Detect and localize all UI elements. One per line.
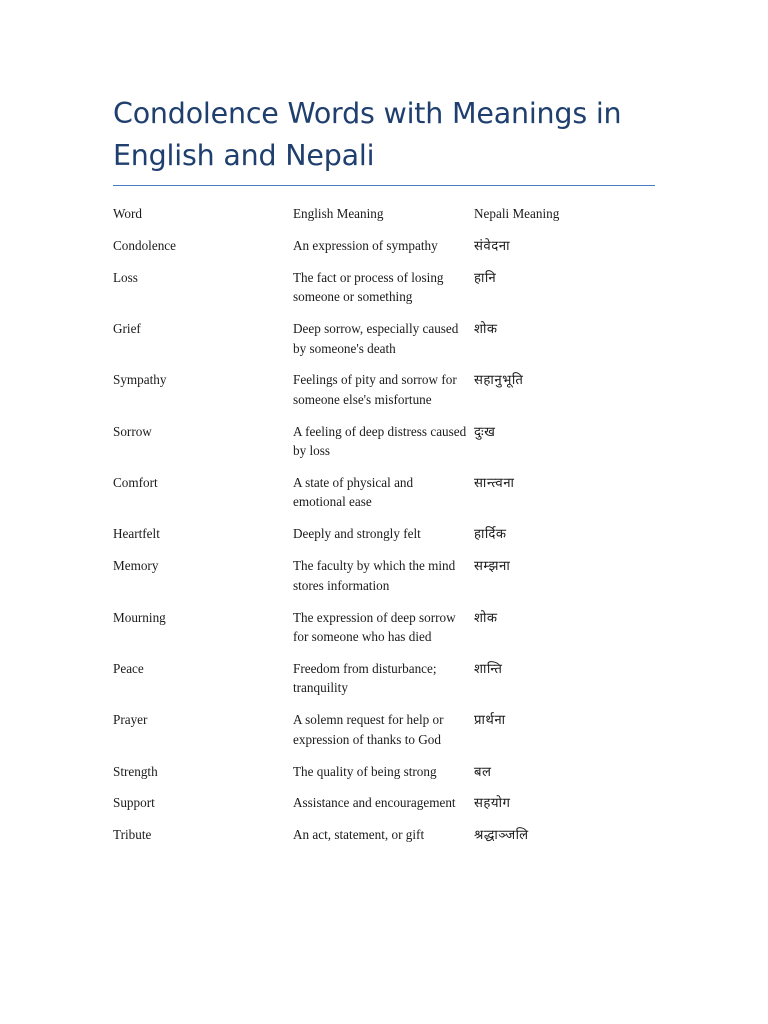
nepali-meaning-cell: सम्झना	[474, 558, 511, 574]
table-row	[113, 422, 655, 473]
nepali-meaning-cell: शोक	[474, 321, 498, 337]
word-cell: Sorrow	[113, 423, 152, 439]
nepali-meaning-cell: श्रद्धाञ्जलि	[474, 827, 529, 843]
table-row	[113, 762, 655, 794]
word-cell: Support	[113, 795, 155, 811]
document-page	[113, 93, 655, 857]
word-cell: Memory	[113, 558, 159, 574]
page-title: Condolence Words with Meanings in English and Nepali	[113, 93, 655, 186]
nepali-meaning-cell: संवेदना	[474, 237, 510, 253]
english-meaning-cell: The fact or process of losing someone or something	[293, 269, 444, 305]
english-meaning-cell: Feelings of pity and sorrow for someone else's misfortune	[293, 372, 457, 407]
table-row	[113, 608, 655, 659]
nepali-meaning-cell: सहयोग	[474, 795, 511, 811]
nepali-meaning-cell: प्रार्थना	[474, 712, 506, 728]
english-meaning-cell: The faculty by which the mind stores information	[293, 558, 456, 593]
table-row	[113, 524, 655, 556]
word-cell: Comfort	[113, 475, 158, 491]
english-meaning-cell: An act, statement, or gift	[293, 827, 425, 843]
table-row	[113, 319, 655, 370]
table-row	[113, 793, 655, 825]
header-word: Word	[113, 206, 142, 221]
table-row	[113, 710, 655, 761]
condolence-words-table	[113, 204, 655, 857]
table-row	[113, 659, 655, 710]
table-header-row	[113, 204, 655, 236]
word-cell: Peace	[113, 660, 144, 676]
english-meaning-cell: The quality of being strong	[293, 763, 437, 779]
table-row	[113, 268, 655, 319]
word-cell: Loss	[113, 269, 138, 285]
header-english-meaning: English Meaning	[293, 206, 384, 221]
word-cell: Prayer	[113, 712, 148, 728]
table-row	[113, 473, 655, 524]
word-cell: Sympathy	[113, 372, 167, 388]
nepali-meaning-cell: हार्दिक	[474, 526, 507, 542]
english-meaning-cell: A state of physical and emotional ease	[293, 475, 414, 510]
word-cell: Heartfelt	[113, 526, 160, 542]
nepali-meaning-cell: सहानुभूति	[474, 372, 524, 388]
nepali-meaning-cell: सान्त्वना	[474, 475, 515, 491]
english-meaning-cell: Deeply and strongly felt	[293, 526, 421, 542]
nepali-meaning-cell: हानि	[474, 269, 497, 285]
english-meaning-cell: Freedom from disturbance; tranquility	[293, 660, 437, 696]
english-meaning-cell: Assistance and encouragement	[293, 795, 456, 811]
table-row	[113, 370, 655, 421]
nepali-meaning-cell: दुःख	[474, 423, 496, 439]
nepali-meaning-cell: शोक	[474, 609, 498, 625]
word-cell: Mourning	[113, 609, 166, 625]
english-meaning-cell: The expression of deep sorrow for someone who has died	[293, 609, 456, 644]
english-meaning-cell: An expression of sympathy	[293, 237, 438, 253]
word-cell: Strength	[113, 763, 158, 779]
word-cell: Tribute	[113, 827, 152, 843]
table-row	[113, 825, 655, 857]
table-row	[113, 236, 655, 268]
table-row	[113, 556, 655, 607]
header-nepali-meaning: Nepali Meaning	[474, 206, 560, 221]
english-meaning-cell: A solemn request for help or expression of thanks to God	[293, 712, 444, 747]
word-cell: Condolence	[113, 237, 176, 253]
nepali-meaning-cell: शान्ति	[474, 660, 503, 676]
word-cell: Grief	[113, 321, 141, 337]
nepali-meaning-cell: बल	[474, 763, 492, 779]
english-meaning-cell: Deep sorrow, especially caused by someone's death	[293, 321, 459, 356]
english-meaning-cell: A feeling of deep distress caused by loss	[293, 423, 467, 459]
